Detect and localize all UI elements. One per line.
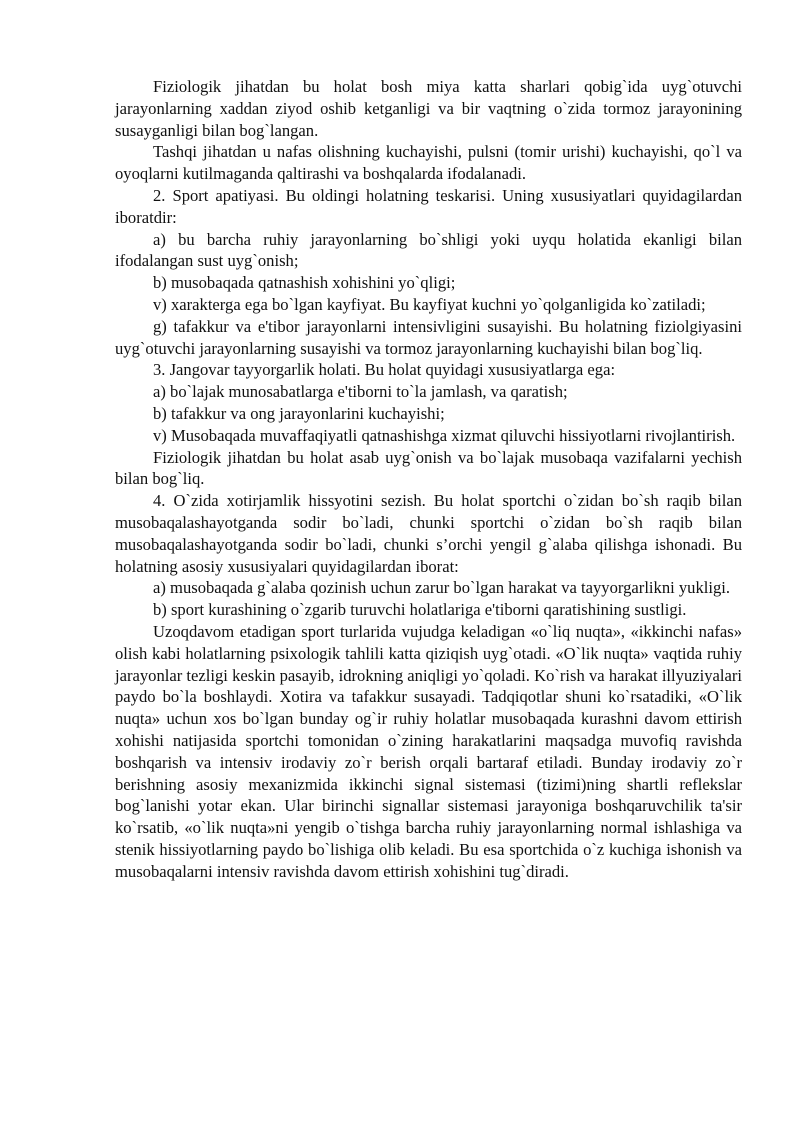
paragraph: b) sport kurashining o`zgarib turuvchi holatlariga e'tiborni qaratishining sustligi. — [153, 600, 687, 620]
paragraph: Uzoqdavom etadigan sport turlarida vujudga keladigan «o`liq nuqta», «ikkinchi nafas» olish kabi holatlarning psixologik tahlili katta qiziqish uyg`otadi. «O`lik nuqta» vaqtida ruhiy jarayonlar tezligi keskin pasayib, idrokning aniqligi yo`qoladi. Ko`rish va harakat illyuziyalari paydo bo`la boshlaydi. Xotira va tafakkur susayadi. Tadqiqotlar shuni ko`rsatadiki, «O`lik nuqta» uchun xos bo`lgan bunday og`ir ruhiy holatlar musobaqada kurashni davom ettirish xohishi natijasida sportchi tomonidan o`zining harakatlarini maqsadga muvofiq ravishda boshqarish va intensiv irodaviy zo`r berish orqali bartaraf etiladi. Bunday irodaviy zo`r berishning asosiy mexanizmida ikkinchi signal sistemasi (tizimi)ning shartli reflekslar bog`lanishi yotar ekan. Ular birinchi signallar sistemasi jarayoniga boshqaruvchilik ta'sir ko`rsatib, «o`lik nuqta»ni yengib o`tishga barcha ruhiy jarayonlarning normal ishlashiga va stenik hissiyotlarning paydo bo`lishiga olib keladi. Bu esa sportchida o`z kuchiga ishonish va musobaqalarni intensiv ravishda davom ettirish xohishini tug`diradi. — [115, 621, 742, 881]
paragraph: a) musobaqada g`alaba qozinish uchun zarur bo`lgan harakat va tayyorgarlikni yukligi. — [153, 578, 731, 598]
paragraph: Tashqi jihatdan u nafas olishning kuchayishi, pulsni (tomir urishi) kuchayishi, qo`l va oyoqlarni kutilmaganda qaltirashi va boshqalarda ifodalanadi. — [115, 142, 742, 184]
paragraph: a) bo`lajak munosabatlarga e'tiborni to`la jamlash, va qaratish; — [153, 382, 568, 402]
paragraph: b) tafakkur va ong jarayonlarini kuchayishi; — [153, 403, 445, 423]
paragraph: 3. Jangovar tayyorgarlik holati. Bu holat quyidagi xususiyatlarga ega: — [153, 360, 616, 380]
paragraph: 2. Sport apatiyasi. Bu oldingi holatning teskarisi. Uning xususiyatlari quyidagilardan iboratdir: — [115, 185, 742, 227]
paragraph: v) Musobaqada muvaffaqiyatli qatnashishga xizmat qiluvchi hissiyotlarni rivojlantirish. — [153, 425, 736, 445]
document-body — [115, 76, 742, 882]
paragraph: g) tafakkur va e'tibor jarayonlarni intensivligini susayishi. Bu holatning fiziolgiyasini uyg`otuvchi jarayonlarning susayishi va tormoz jarayonlarning kuchayishi bilan bog`liq. — [115, 316, 742, 358]
paragraph: v) xarakterga ega bo`lgan kayfiyat. Bu kayfiyat kuchni yo`qolganligida ko`zatiladi; — [153, 294, 706, 314]
paragraph: Fiziologik jihatdan bu holat asab uyg`onish va bo`lajak musobaqa vazifalarni yechish bilan bog`liq. — [115, 447, 742, 489]
paragraph: b) musobaqada qatnashish xohishini yo`qligi; — [153, 273, 456, 293]
paragraph: 4. O`zida xotirjamlik hissyotini sezish. Bu holat sportchi o`zidan bo`sh raqib bilan musobaqalashayotganda sodir bo`ladi, chunki sportchi o`zidan bo`sh raqib bilan musobaqalashayotganda sodir bo`ladi, chunki s’orchi yengil g`alaba qilishga ishonadi. Bu holatning asosiy xususiyalari quyidagilardan iborat: — [115, 491, 742, 576]
paragraph: a) bu barcha ruhiy jarayonlarning bo`shligi yoki uyqu holatida ekanligi bilan ifodalangan sust uyg`onish; — [115, 229, 742, 271]
paragraph: Fiziologik jihatdan bu holat bosh miya katta sharlari qobig`ida uyg`otuvchi jarayonlarning xaddan ziyod oshib ketganligi va bir vaqtning o`zida tormoz jarayonining susayganligi bilan bog`langan. — [115, 77, 742, 140]
